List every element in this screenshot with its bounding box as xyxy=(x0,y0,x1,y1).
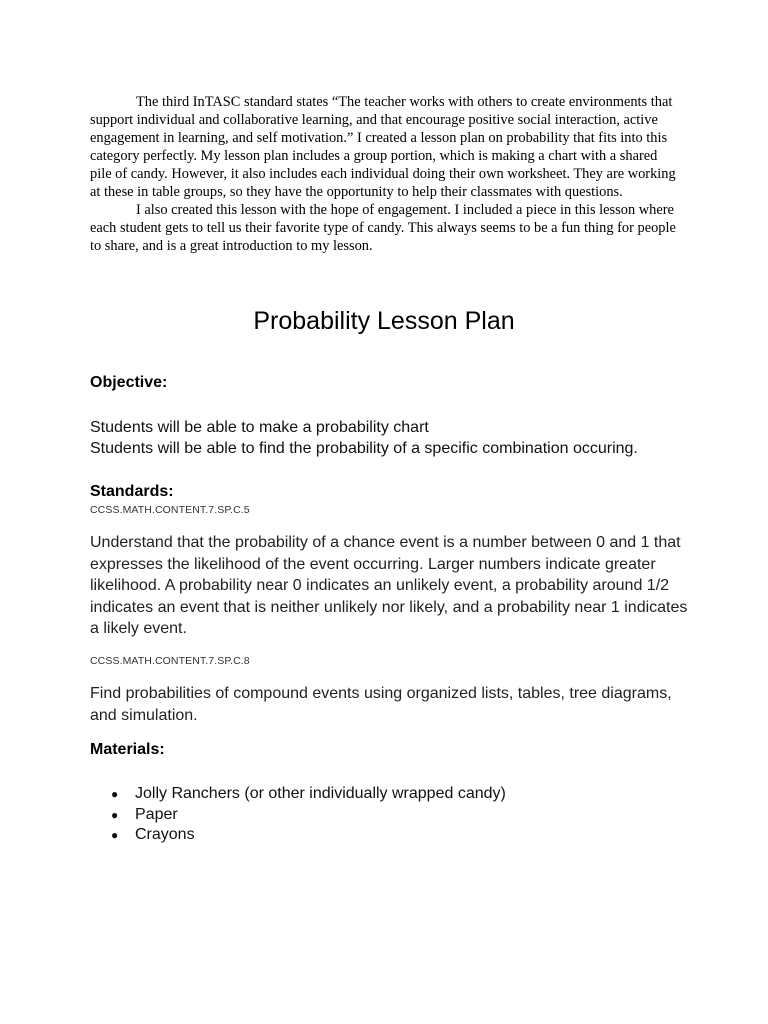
standard-description-2: Find probabilities of compound events using organized lists, tables, tree diagrams, and simulation. xyxy=(90,685,672,724)
bullet-icon: ● xyxy=(111,828,119,842)
objective-heading: Objective: xyxy=(90,374,168,391)
intro-paragraph-2: I also created this lesson with the hope of engagement. I included a piece in this lesson where each student gets to tell us their favorite type of candy. This always seems to be a fun thing for people to share, and is a great introduction to my lesson. xyxy=(90,202,676,254)
material-label: Paper xyxy=(135,805,178,823)
standards-heading: Standards: xyxy=(90,483,174,500)
page-title: Probability Lesson Plan xyxy=(253,307,515,335)
objective-line-1: Students will be able to make a probability chart xyxy=(90,419,429,436)
standard-description-1: Understand that the probability of a chance event is a number between 0 and 1 that expresses the likelihood of the event occurring. Larger numbers indicate greater likelihood. A probability near 0 indicates an unlikely event, a probability around 1/2 indicates an event that is neither unlikely nor likely, and a probability near 1 indicates a likely event. xyxy=(90,534,688,637)
bullet-icon: ● xyxy=(111,787,119,801)
material-label: Crayons xyxy=(135,826,195,843)
material-label: Jolly Ranchers (or other individually wrapped candy) xyxy=(135,785,506,802)
intro-section xyxy=(90,93,680,255)
standard-code-1: CCSS.MATH.CONTENT.7.SP.C.5 xyxy=(90,504,250,516)
list-item xyxy=(90,825,506,846)
materials-heading: Materials: xyxy=(90,741,165,758)
objective-line-2: Students will be able to find the probability of a specific combination occuring. xyxy=(90,440,638,457)
standard-code-2: CCSS.MATH.CONTENT.7.SP.C.8 xyxy=(90,655,250,667)
intro-paragraph-1: The third InTASC standard states “The teacher works with others to create environments that support individual and collaborative learning, and that encourage positive social interaction, active engagement in learning, and self motivation.” I created a lesson plan on probability that fits into this category perfectly. My lesson plan includes a group portion, which is making a chart with a shared pile of candy. However, it also includes each individual doing their own worksheet. They are working at these in table groups, so they have the opportunity to help their classmates with questions. xyxy=(90,94,676,200)
list-item xyxy=(90,805,506,826)
materials-list xyxy=(90,784,506,846)
bullet-icon: ● xyxy=(111,807,119,822)
list-item xyxy=(90,784,506,805)
